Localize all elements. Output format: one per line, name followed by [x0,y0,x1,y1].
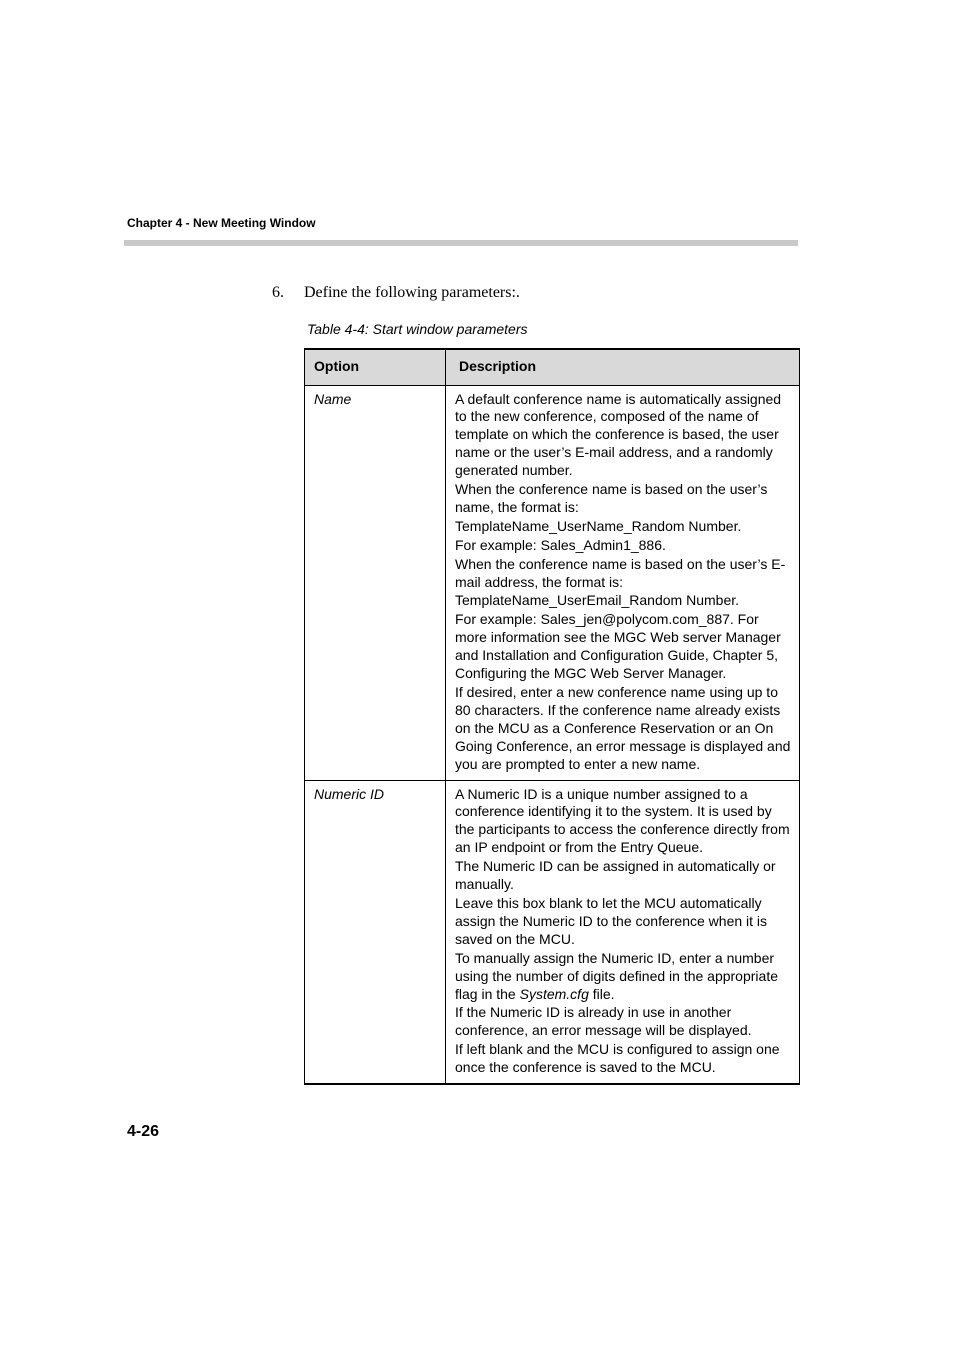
description-cell [446,780,800,1084]
description-paragraph: If left blank and the MCU is configured to assign one once the conference is saved to the MCU. [455,1041,780,1076]
description-paragraph: If the Numeric ID is already in use in another conference, an error message will be displayed. [455,1004,752,1039]
step-number: 6. [272,284,284,301]
parameters-table [304,348,800,1085]
description-paragraph: For example: Sales_jen@polycom.com_887. For more information see the MGC Web server Manager and Installation and Configuration Guide, Chapter 5, Configuring the MGC Web Server Manager. [455,611,781,682]
description-paragraph: If desired, enter a new conference name using up to 80 characters. If the conference name already exists on the MCU as a Conference Reservation or an On Going Conference, an error message is displayed and you are prompted to enter a new name. [455,684,791,772]
description-cell [446,385,800,780]
text-segment: file. [588,985,615,1002]
description-paragraph: Leave this box blank to let the MCU automatically assign the Numeric ID to the conference when it is saved on the MCU. [455,894,768,947]
description-paragraph: TemplateName_UserName_Random Number. [455,517,742,534]
header-option: Option [305,349,446,385]
description-paragraph [455,950,791,1004]
description-paragraph: When the conference name is based on the user’s name, the format is: [455,481,768,515]
header-description: Description [446,349,800,385]
description-paragraph: A Numeric ID is a unique number assigned to a conference identifying it to the system. It is used by the participants to access the conference directly from an IP endpoint or from the Entry Queue. [455,785,790,856]
description-paragraph: A default conference name is automatically assigned to the new conference, composed of the name of template on which the conference is based, the user name or the user’s E-mail address, and a randomly generated number. [455,390,782,479]
description-paragraph: For example: Sales_Admin1_886. [455,536,666,553]
description-paragraph: The Numeric ID can be assigned in automatically or manually. [455,858,776,893]
option-cell: Numeric ID [305,780,446,1084]
description-paragraph: When the conference name is based on the user’s E-mail address, the format is: [455,555,786,590]
step-text: Define the following parameters:. [304,284,520,301]
filename-text: System.cfg [519,985,589,1002]
page-number: 4-26 [127,1123,160,1140]
table-caption: Table 4-4: Start window parameters [307,321,528,337]
chapter-header: Chapter 4 - New Meeting Window [127,216,316,230]
table-row-name [305,385,800,780]
step-item [272,284,520,302]
text-segment: To manually assign the Numeric ID, enter a number using the number of digits defined in the appropriate flag in the [455,949,778,1002]
table-header-row [305,349,800,385]
table-row-numeric-id [305,780,800,1084]
header-rule [124,240,798,246]
description-paragraph: TemplateName_UserEmail_Random Number. [455,592,740,609]
option-cell: Name [305,385,446,780]
